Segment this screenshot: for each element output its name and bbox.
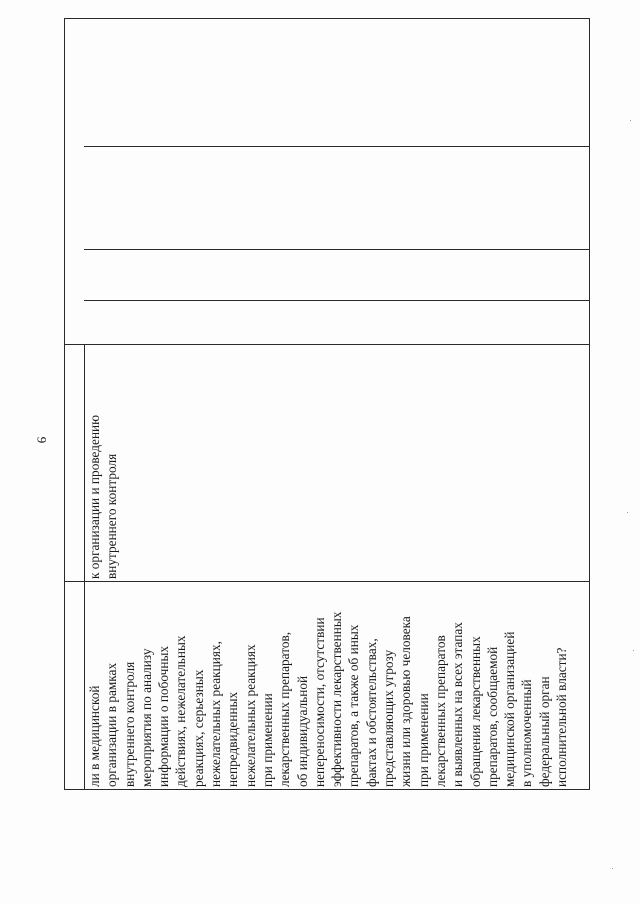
question-line: непредвиденных — [225, 691, 241, 787]
empty-cell — [84, 147, 589, 249]
question-line: внутреннего контроля — [121, 661, 137, 787]
table-border-left — [64, 18, 65, 790]
question-line: жизни или здоровью человека — [398, 616, 414, 787]
question-line: фактах и обстоятельствах, — [363, 638, 379, 787]
question-line: реакциях, серьезных — [190, 669, 206, 787]
question-line: об индивидуальной — [294, 675, 310, 787]
question-line: федеральный орган — [536, 676, 552, 787]
question-line: медицинской организацией — [502, 631, 518, 787]
question-line: организации в рамках — [104, 662, 120, 787]
scan-speck — [630, 120, 631, 121]
question-line: обращения лекарственных — [467, 636, 483, 787]
question-line: мероприятия по анализу — [138, 648, 154, 787]
table-border-bottom — [64, 789, 590, 790]
question-line: препаратов, сообщаемой — [484, 646, 500, 787]
reference-line: к организации и проведению — [87, 414, 102, 579]
question-line: нежелательных реакциях, — [208, 641, 224, 787]
question-line: эффективности лекарственных — [329, 611, 345, 787]
scan-speck — [627, 512, 628, 513]
question-line: представляющих угрозу — [381, 649, 397, 787]
question-line: при применении — [259, 693, 275, 787]
empty-cell — [84, 250, 589, 300]
question-line: и выявленных на всех этапах — [450, 622, 466, 787]
table-border-right — [589, 18, 590, 790]
question-line: исполнительной власти? — [554, 647, 570, 787]
empty-cell — [84, 301, 589, 344]
scan-speck — [633, 650, 634, 651]
scan-speck — [612, 868, 613, 869]
question-line: препаратов, а также об иных — [346, 624, 362, 787]
question-line: лекарственных препаратов, — [277, 631, 293, 787]
question-line: нежелательных реакциях — [242, 644, 258, 787]
question-line: информации о побочных — [156, 645, 172, 787]
question-line: в уполномоченный — [519, 679, 535, 787]
question-line: непереносимости, отсутствии — [311, 617, 327, 787]
reference-line: внутреннего контроля — [104, 453, 120, 579]
question-line: ли в медицинской — [87, 685, 102, 787]
question-line: действиях, нежелательных — [173, 635, 189, 787]
question-cell — [84, 582, 589, 789]
page-number: 9 — [34, 436, 50, 444]
empty-cell — [84, 19, 589, 146]
reference-cell — [84, 345, 589, 581]
question-line: при применении — [415, 693, 431, 787]
question-line: лекарственных препаратов — [432, 635, 448, 787]
